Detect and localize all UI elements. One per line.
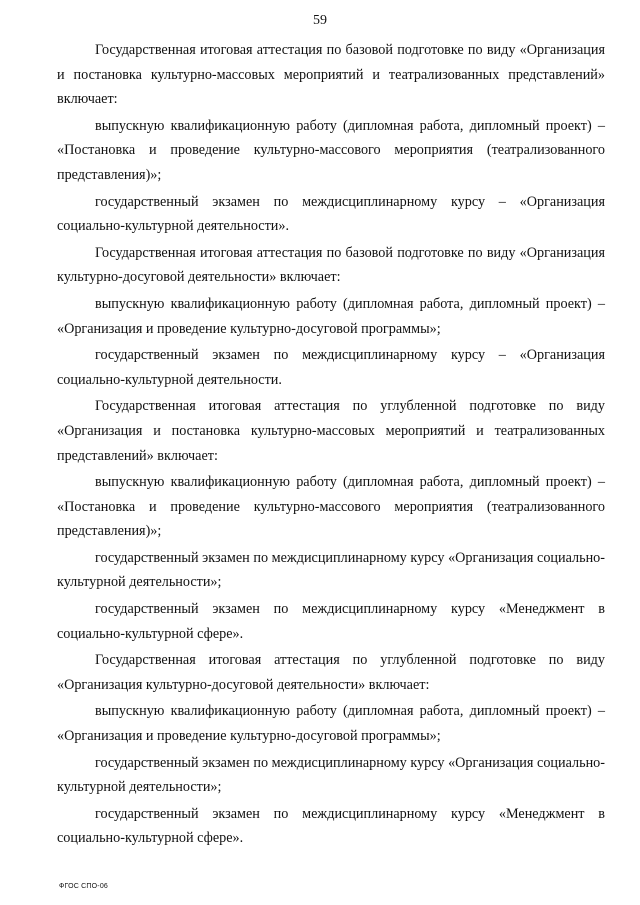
page-number: 59 bbox=[313, 13, 327, 28]
paragraph-exam-basic-leisure: государственный экзамен по междисциплинарному курсу – «Организация социально-культурной деятельности. bbox=[57, 347, 605, 388]
footer-standard-code: ФГОС СПО-06 bbox=[59, 883, 109, 890]
paragraph-thesis-advanced-leisure: выпускную квалификационную работу (дипломная работа, дипломный проект) – «Организация и проведение культурно-досуговой программы»; bbox=[57, 703, 605, 745]
document-body bbox=[57, 38, 605, 851]
paragraph-gia-advanced-mass-events: Государственная итоговая аттестация по углубленной подготовке по виду «Организация и постановка культурно-массовых мероприятий и театрализованных представлений» включает: bbox=[57, 398, 605, 464]
paragraph-thesis-basic-mass-events: выпускную квалификационную работу (дипломная работа, дипломный проект) – «Постановка и проведение культурно-массового мероприятия (театрализованного представления)»; bbox=[57, 117, 605, 183]
paragraph-exam1-advanced-leisure: государственный экзамен по междисциплинарному курсу «Организация социально-культурной деятельности»; bbox=[57, 754, 605, 796]
paragraph-thesis-advanced-mass-events: выпускную квалификационную работу (дипломная работа, дипломный проект) – «Постановка и проведение культурно-массового мероприятия (театрализованного представления)»; bbox=[57, 474, 605, 540]
paragraph-exam2-advanced-mass-events: государственный экзамен по междисциплинарному курсу «Менеджмент в социально-культурной сфере». bbox=[57, 601, 605, 642]
paragraph-thesis-basic-leisure: выпускную квалификационную работу (дипломная работа, дипломный проект) – «Организация и проведение культурно-досуговой программы»; bbox=[57, 295, 605, 337]
paragraph-exam1-advanced-mass-events: государственный экзамен по междисциплинарному курсу «Организация социально-культурной деятельности»; bbox=[57, 549, 605, 591]
paragraph-gia-basic-leisure: Государственная итоговая аттестация по базовой подготовке по виду «Организация культурно-досуговой деятельности» включает: bbox=[57, 244, 605, 286]
paragraph-exam2-advanced-leisure: государственный экзамен по междисциплинарному курсу «Менеджмент в социально-культурной сфере». bbox=[57, 805, 605, 847]
paragraph-exam-basic-mass-events: государственный экзамен по междисциплинарному курсу – «Организация социально-культурной деятельности». bbox=[57, 193, 605, 235]
paragraph-gia-advanced-leisure: Государственная итоговая аттестация по углубленной подготовке по виду «Организация культурно-досуговой деятельности» включает: bbox=[57, 652, 605, 693]
paragraph-gia-basic-mass-events: Государственная итоговая аттестация по базовой подготовке по виду «Организация и постановка культурно-массовых мероприятий и театрализованных представлений» включает: bbox=[57, 42, 605, 108]
